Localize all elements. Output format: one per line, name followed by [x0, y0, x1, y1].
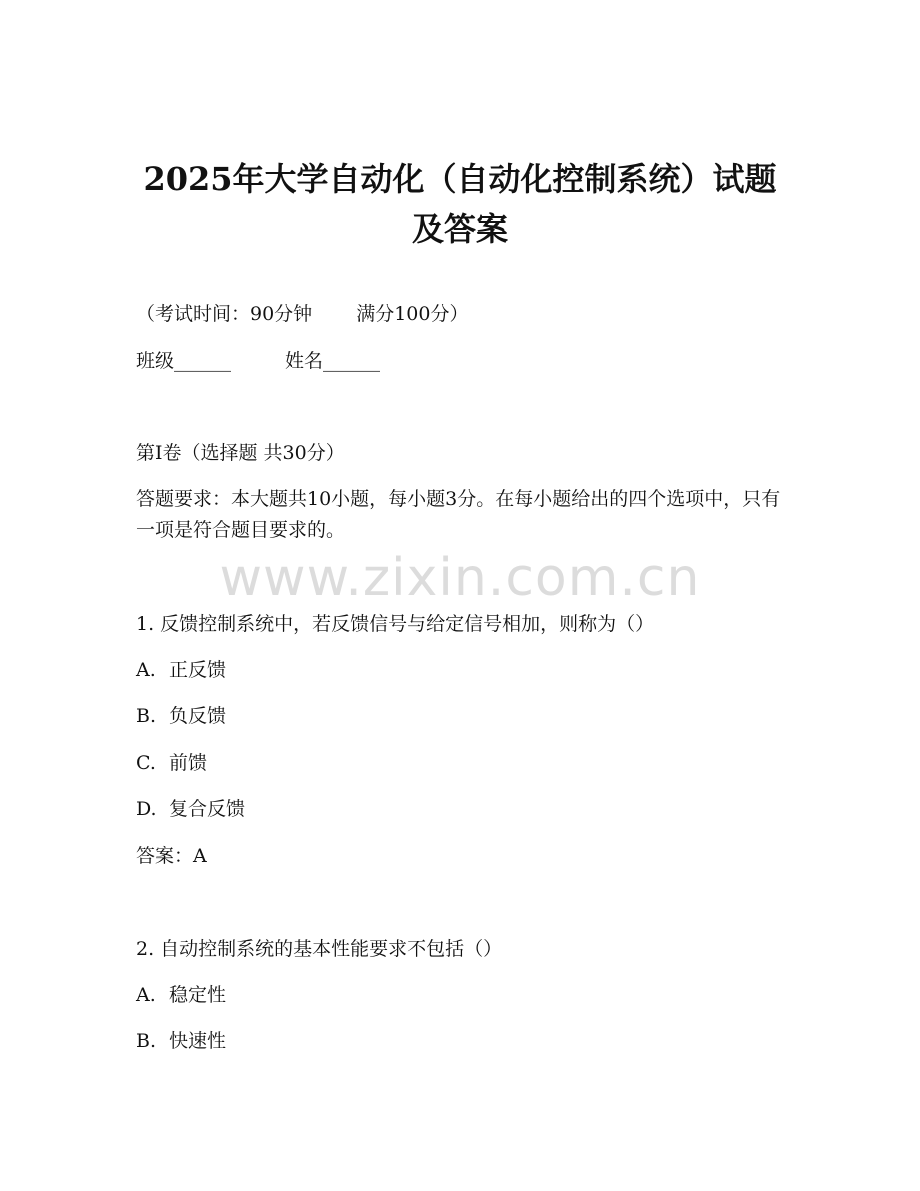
question-2-stem: 2. 自动控制系统的基本性能要求不包括（）: [136, 938, 503, 960]
question-1-stem: 1. 反馈控制系统中，若反馈信号与给定信号相加，则称为（）: [136, 613, 655, 635]
option-text: 稳定性: [169, 984, 227, 1006]
watermark-text: www.zixin.com.cn: [219, 548, 701, 608]
exam-score: 满分100分）: [356, 303, 469, 325]
option-letter: A.: [136, 659, 156, 681]
option-letter: A.: [136, 984, 156, 1006]
section-heading: 第Ⅰ卷（选择题 共30分）: [136, 442, 345, 464]
question-1-option-c: [136, 749, 207, 777]
question-1-option-b: [136, 702, 226, 730]
student-fields: [136, 347, 380, 375]
option-letter: B.: [136, 1030, 157, 1052]
question-2-option-b: [136, 1027, 226, 1055]
option-letter: C.: [136, 752, 156, 774]
option-letter: D.: [136, 798, 157, 820]
section-instructions: 答题要求：本大题共10小题，每小题3分。在每小题给出的四个选项中，只有一项是符合题目要求的。: [136, 488, 781, 541]
exam-info: [136, 300, 468, 328]
question-1-answer: 答案：A: [136, 845, 207, 867]
name-field-label: 姓名______: [285, 350, 381, 372]
option-letter: B.: [136, 705, 157, 727]
option-text: 快速性: [169, 1030, 227, 1052]
question-1-option-d: [136, 795, 245, 823]
option-text: 负反馈: [169, 705, 227, 727]
option-text: 正反馈: [169, 659, 227, 681]
document-title-line-1: 2025年大学自动化（自动化控制系统）试题: [143, 160, 777, 198]
question-2-option-a: [136, 981, 226, 1009]
option-text: 复合反馈: [169, 798, 246, 820]
question-1-option-a: [136, 656, 226, 684]
document-title-line-2: 及答案: [411, 210, 508, 248]
class-field-label: 班级______: [136, 350, 232, 372]
exam-time: （考试时间：90分钟: [136, 303, 313, 325]
option-text: 前馈: [169, 752, 208, 774]
